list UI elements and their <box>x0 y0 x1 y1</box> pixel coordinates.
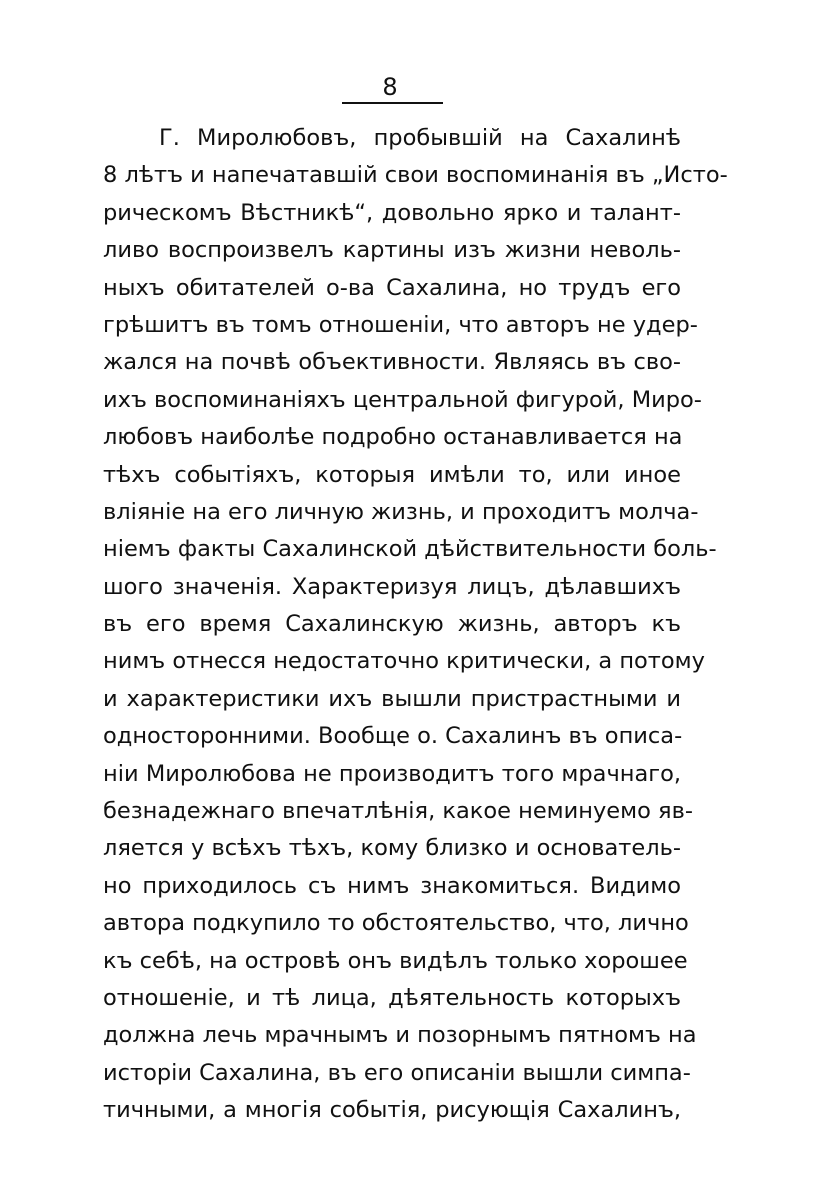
text-line: шого значенія. Характеризуя лицъ, дѣлавшихъ <box>103 573 681 600</box>
text-line: исторіи Сахалина, въ его описаніи вышли симпа- <box>103 1059 691 1086</box>
text-line: любовъ наиболѣе подробно останавливается на <box>103 424 683 451</box>
text-line: тичными, а многія событія, рисующія Сахалинъ, <box>103 1097 681 1124</box>
text-line: жался на почвѣ объективности. Являясь въ сво- <box>103 349 681 376</box>
header-rule <box>342 102 443 104</box>
text-line: ливо воспроизвелъ картины изъ жизни неволь- <box>103 237 681 264</box>
text-line: вліяніе на его личную жизнь, и проходитъ молча- <box>103 498 699 525</box>
text-line: безнадежнаго впечатлѣнія, какое неминуемо яв- <box>103 798 693 825</box>
text-line: ляется у всѣхъ тѣхъ, кому близко и основатель- <box>103 835 681 862</box>
text-line: въ его время Сахалинскую жизнь, авторъ къ <box>103 611 681 638</box>
text-line: и характеристики ихъ вышли пристрастными и <box>103 685 681 712</box>
text-line: Г. Миролюбовъ, пробывшій на Сахалинѣ <box>159 125 681 151</box>
text-line: но приходилось съ нимъ знакомиться. Видимо <box>103 872 681 899</box>
text-line: грѣшитъ въ томъ отношеніи, что авторъ не удер- <box>103 311 698 338</box>
text-line: тѣхъ событіяхъ, которыя имѣли то, или иное <box>103 461 681 488</box>
text-line: нимъ отнесся недостаточно критически, а потому <box>103 648 705 675</box>
text-line: ніи Миролюбова не производитъ того мрачнаго, <box>103 760 681 787</box>
text-line: рическомъ Вѣстникѣ“, довольно ярко и талант- <box>103 199 681 226</box>
text-line: 8 лѣтъ и напечатавшій свои воспоминанія въ „Исто- <box>103 162 728 189</box>
body-text <box>103 120 728 1130</box>
page-number: 8 <box>382 73 398 101</box>
text-line: ныхъ обитателей о-ва Сахалина, но трудъ его <box>103 274 681 301</box>
text-line: къ себѣ, на островѣ онъ видѣлъ только хорошее <box>103 947 688 974</box>
text-line: должна лечь мрачнымъ и позорнымъ пятномъ на <box>103 1022 697 1049</box>
text-line: отношеніе, и тѣ лица, дѣятельность которыхъ <box>103 984 681 1011</box>
text-line: односторонними. Вообще о. Сахалинъ въ описа- <box>103 723 683 750</box>
text-line: ніемъ факты Сахалинской дѣйствительности боль- <box>103 536 717 563</box>
text-line: ихъ воспоминаніяхъ центральной фигурой, Миро- <box>103 386 702 413</box>
text-line: автора подкупило то обстоятельство, что, лично <box>103 910 689 937</box>
